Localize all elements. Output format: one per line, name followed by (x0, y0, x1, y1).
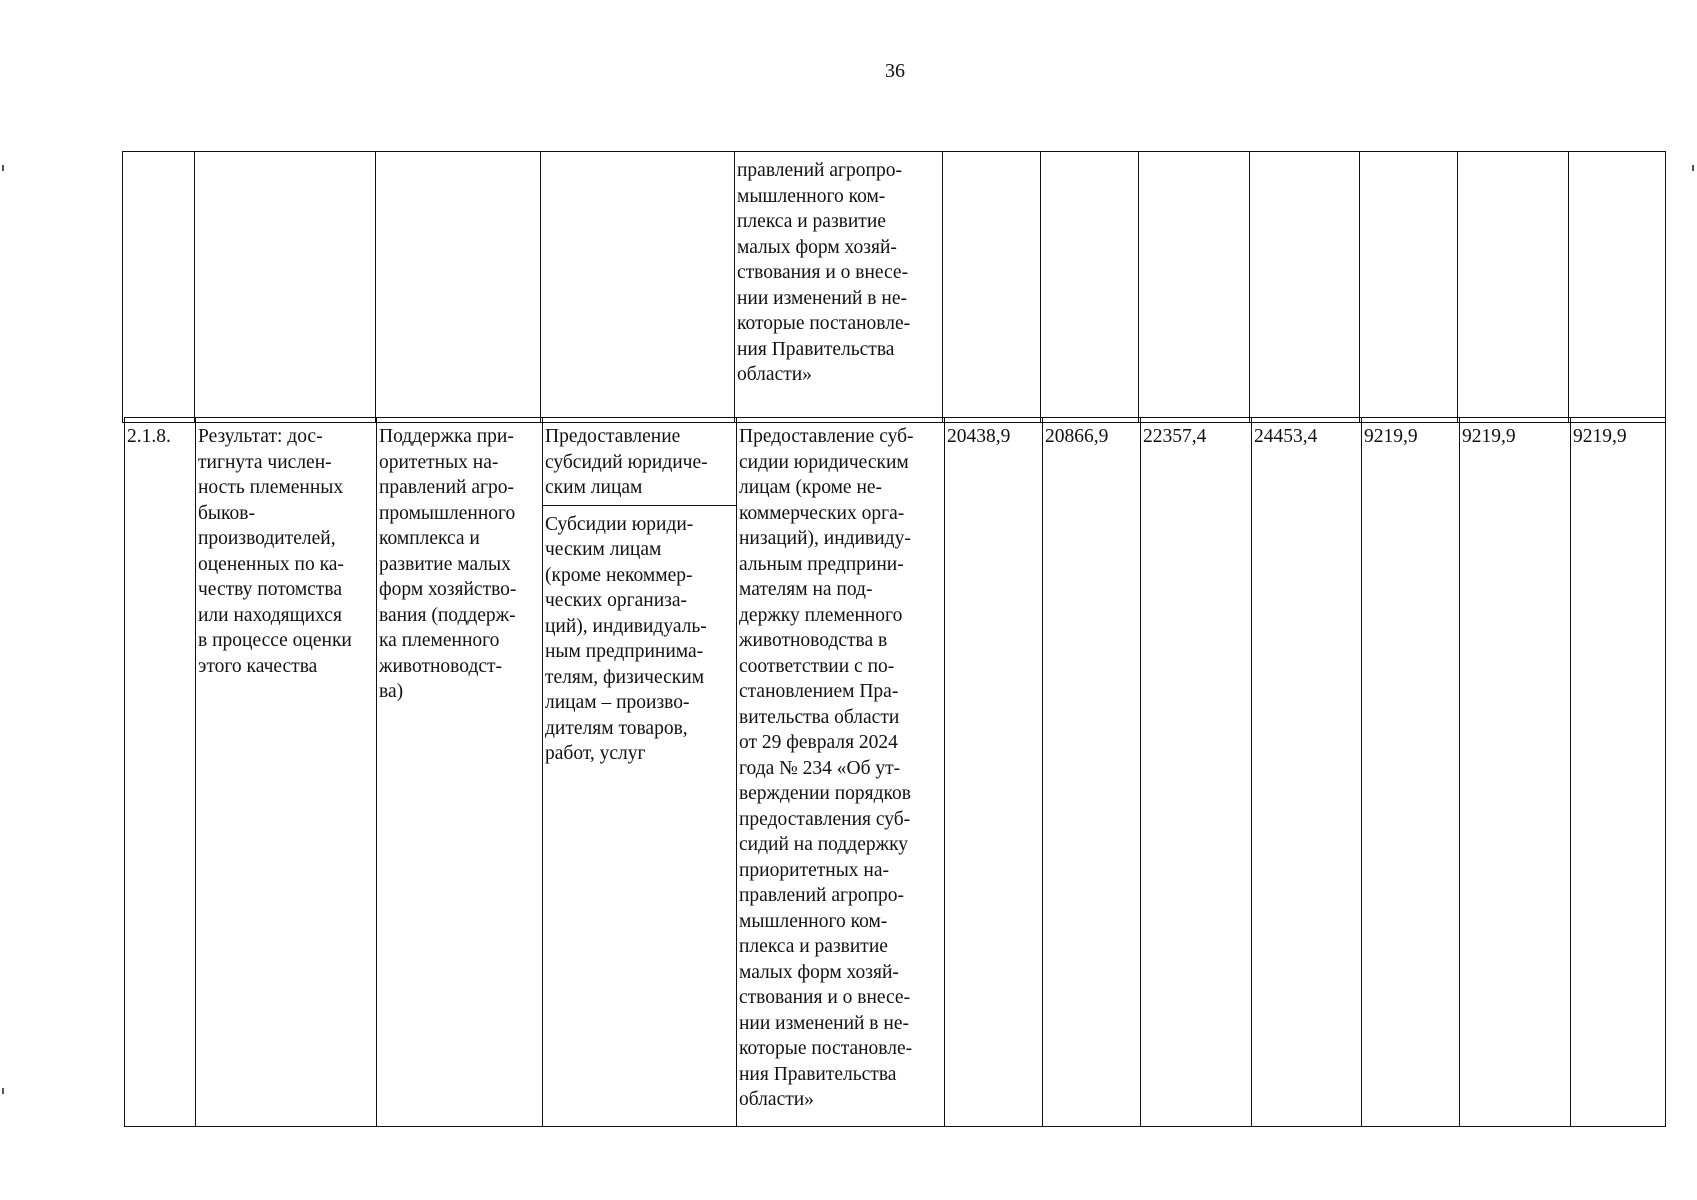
cont-act-text: правлений агропро- мышленного ком- плекса и развитие малых форм хозяй- ствования и о внесе- нии изменений в не- которые постановле- ния Правительства области» (737, 160, 911, 385)
cell-direction (377, 418, 543, 1127)
table-row-2-1-8 (125, 418, 1666, 1127)
cell-value-2 (1043, 418, 1141, 1127)
cont-cell-value-7 (1569, 152, 1666, 423)
value-6: 9219,9 (1462, 426, 1516, 447)
cell-act-text (737, 418, 945, 1127)
page-number: 36 (885, 60, 905, 82)
value-2: 20866,9 (1045, 426, 1109, 447)
value-1: 20438,9 (947, 426, 1011, 447)
act-text: Предоставление суб- сидии юридическим лицам (кроме не- коммерческих орга- низаций), индивиду- альным предприни- мателям на под- держку племенного животноводства в соответствии с по- становлением Пра- вительства области от 29 февраля 2024 года № 234 «Об ут- верждении порядков предоставления суб- сидий на поддержку приоритетных на- правлений агропро- мышленного ком- плекса и развитие малых форм хозяй- ствования и о внесе- нии изменений в не- которые постановле- ния Правительства области» (739, 426, 914, 1110)
cont-cell-value-1 (943, 152, 1041, 423)
continuation-row (123, 152, 1666, 423)
measure-subtype-text: Субсидии юриди- ческим лицам (кроме некоммер- ческих организа- ций), индивидуаль- ным предпринима- телям, физическим лицам – произво- дителям товаров, работ, услуг (545, 513, 707, 764)
row-number: 2.1.8. (127, 426, 171, 447)
direction-text: Поддержка при- оритетных на- правлений агро- промышленного комплекса и развитие малых форм хозяйство- вания (поддерж- ка племенного животноводст- ва) (379, 426, 517, 702)
measure-type-text: Предоставление субсидий юридиче- ским лицам (543, 418, 736, 506)
cell-value-5 (1362, 418, 1460, 1127)
cont-cell-value-5 (1360, 152, 1458, 423)
cont-cell-measure-type (541, 152, 735, 423)
scan-margin-mark-left-bottom (2, 1088, 4, 1094)
result-text: Результат: дос- тигнута числен- ность племенных быков- производителей, оцененных по ка- честву потомства или находящихся в процессе оценки этого качества (198, 426, 352, 677)
cell-measure (543, 418, 737, 1127)
cont-cell-direction (376, 152, 541, 423)
cont-cell-value-3 (1139, 152, 1250, 423)
cell-value-7 (1571, 418, 1666, 1127)
value-3: 22357,4 (1143, 426, 1207, 447)
cell-value-1 (945, 418, 1043, 1127)
measure-split (543, 418, 736, 771)
cell-result (196, 418, 377, 1127)
scan-margin-mark-left-top (2, 165, 4, 171)
cont-cell-value-6 (1458, 152, 1569, 423)
cont-cell-act-text (735, 152, 943, 423)
measures-table (124, 417, 1666, 1127)
cell-value-4 (1252, 418, 1362, 1127)
continuation-table (122, 151, 1666, 423)
cont-cell-number (123, 152, 195, 423)
cont-cell-value-4 (1250, 152, 1360, 423)
cont-cell-value-2 (1041, 152, 1139, 423)
value-5: 9219,9 (1364, 426, 1418, 447)
value-7: 9219,9 (1573, 426, 1627, 447)
value-4: 24453,4 (1254, 426, 1318, 447)
cell-value-3 (1141, 418, 1252, 1127)
cell-row-number (125, 418, 196, 1127)
cell-value-6 (1460, 418, 1571, 1127)
scan-margin-mark-right-top (1692, 165, 1694, 171)
cont-cell-result (195, 152, 376, 423)
